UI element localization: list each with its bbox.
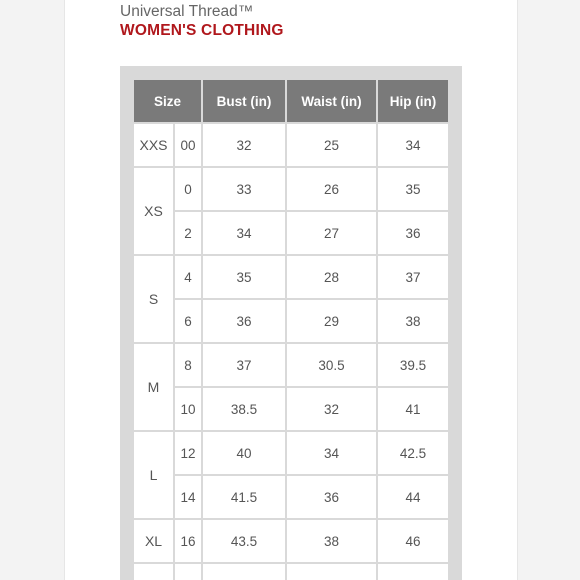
hip-cell: 46 — [378, 520, 448, 562]
bust-cell — [203, 564, 285, 580]
size-group-label: S — [134, 256, 173, 342]
brand-name: Universal Thread™ — [120, 3, 254, 20]
size-group-label: XXS — [134, 124, 173, 166]
numeric-size-cell: 4 — [175, 256, 201, 298]
bust-cell: 34 — [203, 212, 285, 254]
size-chart-frame — [120, 66, 462, 580]
numeric-size-cell: 12 — [175, 432, 201, 474]
waist-cell: 26 — [287, 168, 376, 210]
waist-cell: 27 — [287, 212, 376, 254]
bust-cell: 32 — [203, 124, 285, 166]
table-row — [134, 564, 448, 580]
size-group-label: M — [134, 344, 173, 430]
table-row — [134, 432, 448, 474]
column-header-bust: Bust (in) — [203, 80, 285, 122]
bust-cell: 43.5 — [203, 520, 285, 562]
size-group-label: XL — [134, 520, 173, 562]
page-title: WOMEN'S CLOTHING — [120, 22, 284, 39]
numeric-size-cell: 00 — [175, 124, 201, 166]
table-header-row — [134, 80, 448, 122]
column-header-size: Size — [134, 80, 201, 122]
waist-cell: 38 — [287, 520, 376, 562]
size-chart-table — [132, 78, 450, 580]
table-row — [134, 300, 448, 342]
waist-cell: 25 — [287, 124, 376, 166]
size-chart-page — [64, 0, 518, 580]
numeric-size-cell: 8 — [175, 344, 201, 386]
waist-cell: 36 — [287, 476, 376, 518]
hip-cell: 35 — [378, 168, 448, 210]
table-row — [134, 520, 448, 562]
size-group-label: XS — [134, 168, 173, 254]
hip-cell: 39.5 — [378, 344, 448, 386]
numeric-size-cell: 10 — [175, 388, 201, 430]
waist-cell — [287, 564, 376, 580]
hip-cell: 34 — [378, 124, 448, 166]
bust-cell: 40 — [203, 432, 285, 474]
bust-cell: 33 — [203, 168, 285, 210]
table-row — [134, 344, 448, 386]
bust-cell: 35 — [203, 256, 285, 298]
hip-cell: 42.5 — [378, 432, 448, 474]
waist-cell: 32 — [287, 388, 376, 430]
table-row — [134, 388, 448, 430]
numeric-size-cell: 2 — [175, 212, 201, 254]
bust-cell: 38.5 — [203, 388, 285, 430]
table-row — [134, 168, 448, 210]
waist-cell: 28 — [287, 256, 376, 298]
numeric-size-cell: 14 — [175, 476, 201, 518]
hip-cell: 36 — [378, 212, 448, 254]
hip-cell: 44 — [378, 476, 448, 518]
waist-cell: 29 — [287, 300, 376, 342]
hip-cell: 41 — [378, 388, 448, 430]
hip-cell: 38 — [378, 300, 448, 342]
size-group-label: L — [134, 432, 173, 518]
table-row — [134, 256, 448, 298]
hip-cell — [378, 564, 448, 580]
column-header-waist: Waist (in) — [287, 80, 376, 122]
numeric-size-cell: 6 — [175, 300, 201, 342]
waist-cell: 34 — [287, 432, 376, 474]
numeric-size-cell: 0 — [175, 168, 201, 210]
column-header-hip: Hip (in) — [378, 80, 448, 122]
numeric-size-cell — [175, 564, 201, 580]
bust-cell: 41.5 — [203, 476, 285, 518]
table-row — [134, 476, 448, 518]
waist-cell: 30.5 — [287, 344, 376, 386]
numeric-size-cell: 16 — [175, 520, 201, 562]
bust-cell: 37 — [203, 344, 285, 386]
table-row — [134, 124, 448, 166]
bust-cell: 36 — [203, 300, 285, 342]
hip-cell: 37 — [378, 256, 448, 298]
table-row — [134, 212, 448, 254]
size-group-label — [134, 564, 173, 580]
